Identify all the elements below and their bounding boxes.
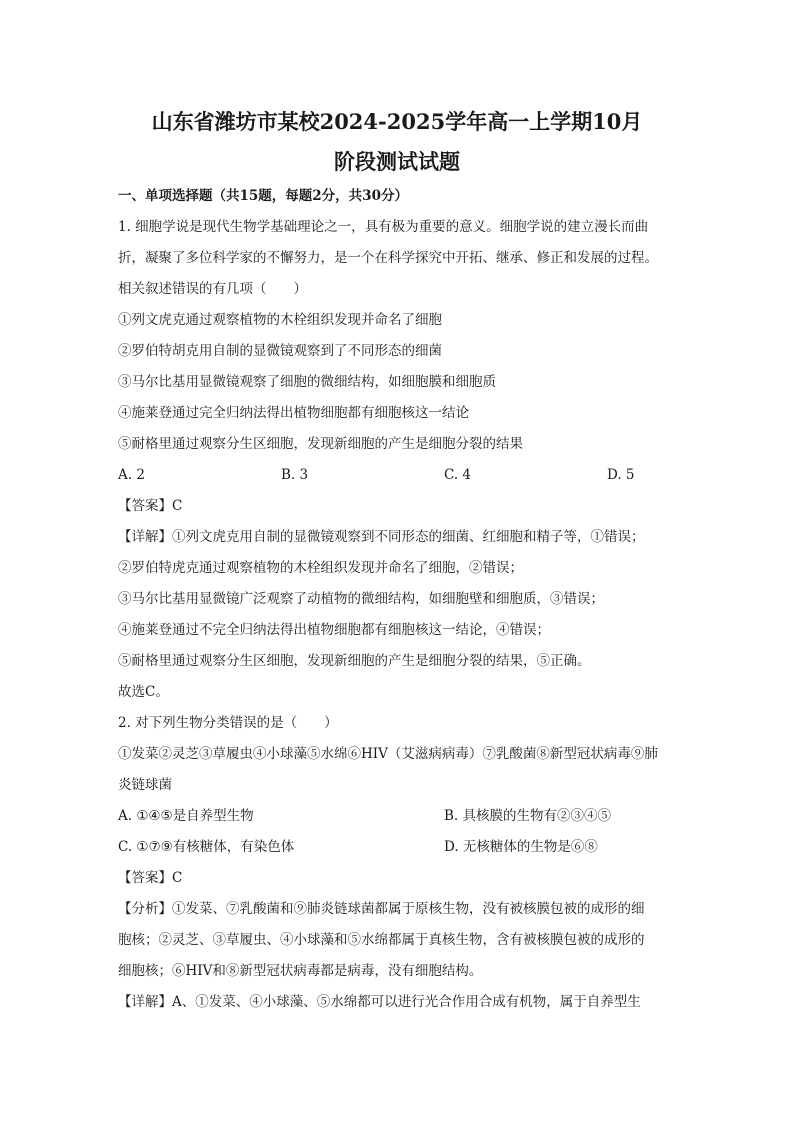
section-heading: 一、单项选择题（共15题，每题2分，共30分）: [118, 188, 408, 204]
q1-option-c: C. 4: [444, 467, 472, 483]
q1-option-d: D. 5: [607, 467, 635, 483]
q1-detail-line: ⑤耐格里通过观察分生区细胞，发现新细胞的产生是细胞分裂的结果，⑤正确。: [118, 653, 591, 669]
q1-item: ⑤耐格里通过观察分生区细胞，发现新细胞的产生是细胞分裂的结果: [118, 436, 523, 452]
q1-item: ①列文虎克通过观察植物的木栓组织发现并命名了细胞: [118, 312, 442, 328]
q1-option-b: B. 3: [281, 467, 309, 483]
q1-stem-line: 1. 细胞学说是现代生物学基础理论之一，具有极为重要的意义。细胞学说的建立漫长而曲: [118, 219, 649, 235]
q2-analysis-line: 【分析】①发菜、⑦乳酸菌和⑨肺炎链球菌都属于原核生物，没有被核膜包被的成形的细: [118, 901, 645, 917]
q2-option-c: C. ①⑦⑨有核糖体，有染色体: [118, 839, 295, 855]
q1-detail-line: ④施莱登通过不完全归纳法得出植物细胞都有细胞核这一结论，④错误；: [118, 622, 550, 638]
q1-option-a: A. 2: [118, 467, 145, 483]
q2-stem-line: 2. 对下列生物分类错误的是（ ）: [118, 715, 338, 731]
q1-detail-line: ②罗伯特虎克通过观察植物的木栓组织发现并命名了细胞，②错误；: [118, 560, 523, 576]
document-title-line2: 阶段测试试题: [334, 149, 460, 174]
q1-detail-line: 【详解】①列文虎克用自制的显微镜观察到不同形态的细菌、红细胞和精子等，①错误；: [118, 529, 645, 545]
q2-analysis-line: 细胞核；⑥HIV和⑧新型冠状病毒都是病毒，没有细胞结构。: [118, 963, 483, 979]
q1-detail-line: ③马尔比基用显微镜广泛观察了动植物的微细结构，如细胞壁和细胞质，③错误；: [118, 591, 604, 607]
q1-stem-line: 相关叙述错误的有几项（ ）: [118, 281, 307, 297]
q1-stem-line: 折，凝聚了多位科学家的不懈努力，是一个在科学探究中开拓、继承、修正和发展的过程。: [118, 250, 658, 266]
q1-detail-line: 故选C。: [118, 684, 169, 700]
q1-item: ②罗伯特胡克用自制的显微镜观察到了不同形态的细菌: [118, 343, 442, 359]
q2-answer: 【答案】C: [118, 870, 183, 886]
q2-stem-line: ①发菜②灵芝③草履虫④小球藻⑤水绵⑥HIV（艾滋病病毒）⑦乳酸菌⑧新型冠状病毒⑨肺: [118, 746, 658, 762]
q2-analysis-line: 胞核；②灵芝、③草履虫、④小球藻和⑤水绵都属于真核生物，含有被核膜包被的成形的: [118, 932, 645, 948]
q2-option-b: B. 具核膜的生物有②③④⑤: [444, 808, 612, 824]
q2-stem-line: 炎链球菌: [118, 777, 172, 793]
q2-detail-line: 【详解】A、①发菜、④小球藻、⑤水绵都可以进行光合作用合成有机物，属于自养型生: [118, 994, 641, 1010]
q1-answer: 【答案】C: [118, 498, 183, 514]
q1-item: ④施莱登通过完全归纳法得出植物细胞都有细胞核这一结论: [118, 405, 469, 421]
q2-option-d: D. 无核糖体的生物是⑥⑧: [444, 839, 598, 855]
q1-item: ③马尔比基用显微镜观察了细胞的微细结构，如细胞膜和细胞质: [118, 374, 496, 390]
document-title-line1: 山东省潍坊市某校2024-2025学年高一上学期10月: [151, 109, 643, 134]
q2-option-a: A. ①④⑤是自养型生物: [118, 808, 254, 824]
